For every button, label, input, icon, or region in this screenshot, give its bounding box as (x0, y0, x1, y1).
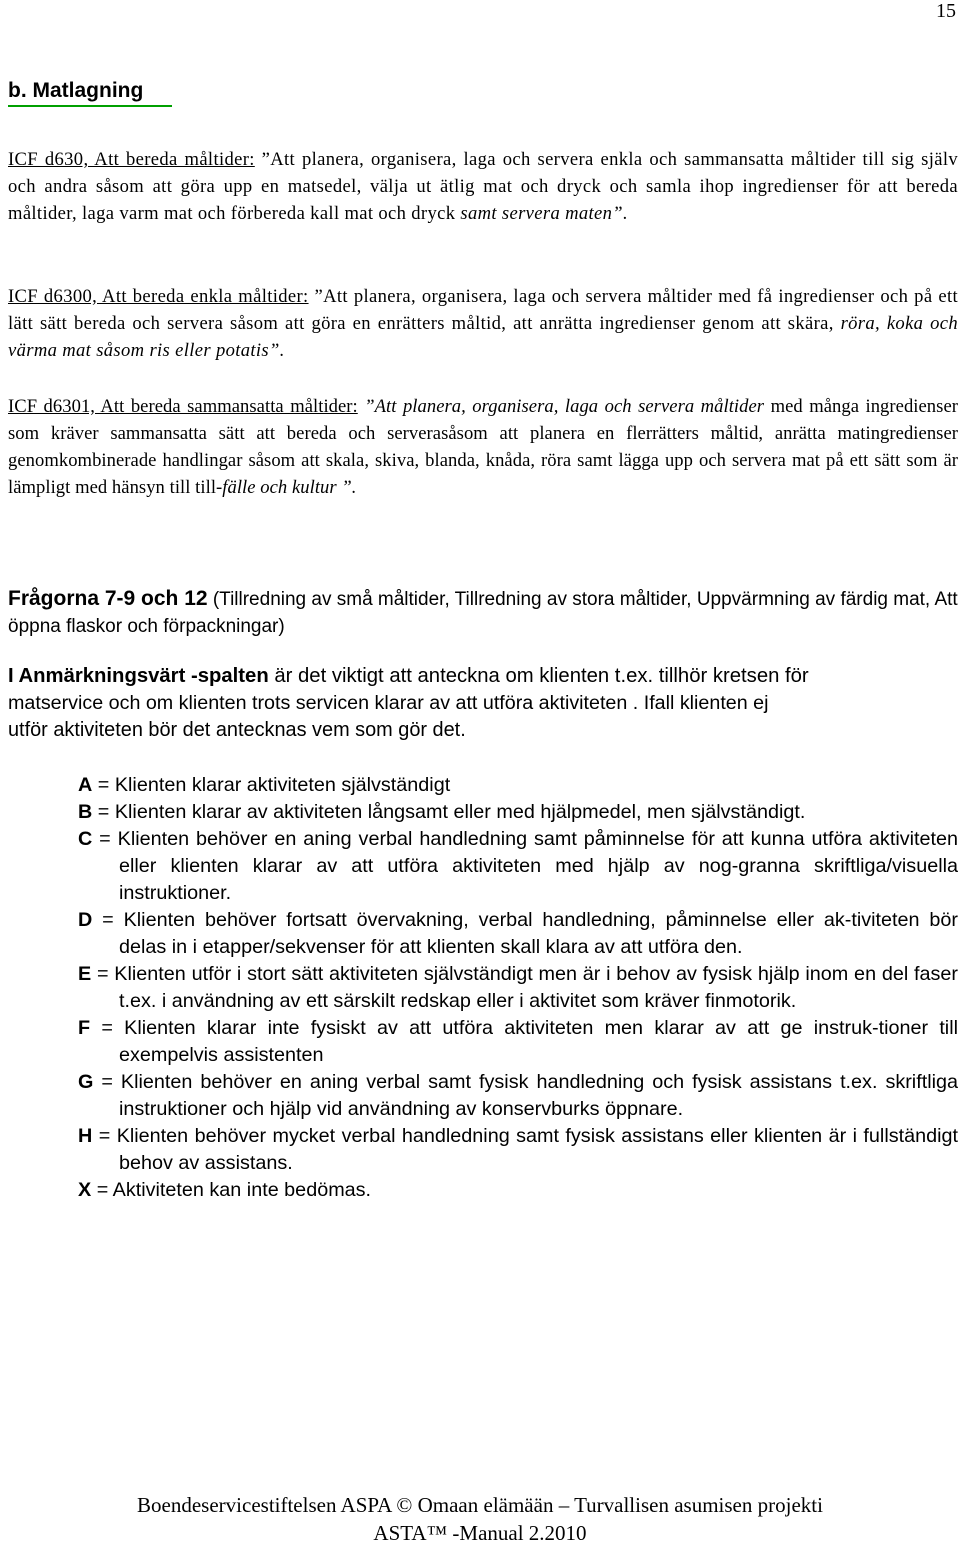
icf-definition-italic: fälle och kultur ”. (222, 477, 357, 498)
section-heading: b. Matlagning (8, 79, 144, 102)
rating-code: F (78, 1017, 91, 1039)
remarks-text-line1: är det viktigt att anteckna om klienten t.ex. tillhör kretsen för (268, 665, 809, 687)
icf-definition-italic: röra, koka och värma mat såsom ris eller potatis”. (8, 313, 959, 361)
rating-code: H (78, 1125, 93, 1147)
page-number: 15 (936, 0, 956, 22)
icf-definition: med många ingredienser som kräver sammansatta sätt att bereda och serverasåsom att planera en flerrätters måltid, anrätta matingredienser genomkombinerade handlingar såsom att skala, skiva, blanda, knåda, röra samt lägga upp och servera mat på ett sätt som är lämpligt med hänsyn till till- (8, 396, 958, 498)
rating-description: = Aktiviteten kan inte bedömas. (91, 1179, 372, 1201)
rating-level-g (78, 1069, 958, 1123)
rating-scale-list (78, 772, 958, 1204)
rating-code: A (78, 774, 93, 796)
rating-level-d (78, 907, 958, 961)
questions-note (8, 585, 958, 640)
rating-level-h (78, 1123, 958, 1177)
rating-description: = Klienten behöver en aning verbal samt fysisk handledning och fysisk assistans t.ex. skriftliga instruktioner och hjälp vid användning av konservburks öppnare. (93, 1071, 958, 1120)
rating-code: B (78, 801, 93, 823)
rating-level-f (78, 1015, 958, 1069)
icf-code-label: ICF d6301, Att bereda sammansatta måltider: (8, 396, 358, 417)
rating-code: D (78, 909, 93, 931)
questions-label: Frågorna 7-9 och 12 (8, 587, 208, 610)
rating-description: = Klienten klarar av aktiviteten långsamt eller med hjälpmedel, men självständigt. (92, 801, 806, 823)
heading-underline (8, 105, 172, 107)
icf-code-label: ICF d6300, Att bereda enkla måltider: (8, 286, 309, 307)
icf-d6301-paragraph (8, 393, 958, 501)
rating-code: E (78, 963, 92, 985)
rating-level-a (78, 772, 958, 799)
icf-definition: ”Att planera, organisera, laga och servera måltider med få ingredienser och på ett lätt sätt bereda och servera såsom att göra en enrätters måltid, att anrätta ingredienser genom att skära, (8, 286, 958, 334)
rating-code: C (78, 828, 93, 850)
rating-code: X (78, 1179, 92, 1201)
rating-level-e (78, 961, 958, 1015)
rating-code: G (78, 1071, 94, 1093)
rating-description: = Klienten behöver mycket verbal handledning samt fysisk assistans eller klienten är i fullständigt behov av assistans. (92, 1125, 958, 1174)
icf-definition-italic-lead: ”Att planera, organisera, laga och servera måltider (357, 396, 765, 417)
rating-level-x (78, 1177, 958, 1204)
rating-description: = Klienten behöver fortsatt övervakning, verbal handledning, påminnelse eller ak-tiviteten bör delas in i etapper/sekvenser för att klienten skall klara av att utföra den. (92, 909, 958, 958)
icf-d6300-paragraph (8, 283, 958, 364)
rating-description: = Klienten utför i stort sätt aktiviteten självständigt men är i behov av fysisk hjälp inom en del faser t.ex. i användning av ett särskilt redskap eller i aktivitet som kräver finmotorik. (91, 963, 958, 1012)
rating-level-c (78, 826, 958, 907)
remarks-text-line2: matservice och om klienten trots servicen klarar av att utföra aktiviteten . Ifall klienten ej (8, 692, 769, 714)
footer-manual-version: ASTA™ -Manual 2.2010 (373, 1521, 587, 1545)
rating-description: = Klienten klarar inte fysiskt av att utföra aktiviteten men klarar av att ge instruk-tioner till exempelvis assistenten (90, 1017, 958, 1066)
footer-organization: Boendeservicestiftelsen ASPA © Omaan elämään – Turvallisen asumisen projekti (137, 1493, 823, 1517)
rating-description: = Klienten behöver en aning verbal handledning samt påminnelse för att kunna utföra aktiviteten eller klienten klarar av att utföra aktiviteten med hjälp av nog-granna skriftliga/visuella instruktioner. (92, 828, 958, 904)
icf-definition: ”Att planera, organisera, laga och servera enkla och sammansatta måltider till sig själv och andra såsom att göra upp en matsedel, välja ut ätlig mat och dryck och samla ihop ingredienser för att bereda måltider, laga varm mat och förbereda kall mat och dryck (8, 149, 958, 224)
remarks-note (8, 663, 958, 744)
icf-code-label: ICF d630, Att bereda måltider: (8, 149, 255, 170)
icf-definition-italic: samt servera maten”. (460, 203, 628, 224)
icf-d630-paragraph (8, 146, 958, 227)
remarks-label: I Anmärkningsvärt -spalten (8, 665, 269, 687)
rating-description: = Klienten klarar aktiviteten självständigt (92, 774, 451, 796)
remarks-text-line3: utför aktiviteten bör det antecknas vem som gör det. (8, 719, 466, 741)
rating-level-b (78, 799, 958, 826)
questions-text: (Tillredning av små måltider, Tillredning av stora måltider, Uppvärmning av färdig mat, Att öppna flaskor och förpackningar) (8, 589, 958, 637)
